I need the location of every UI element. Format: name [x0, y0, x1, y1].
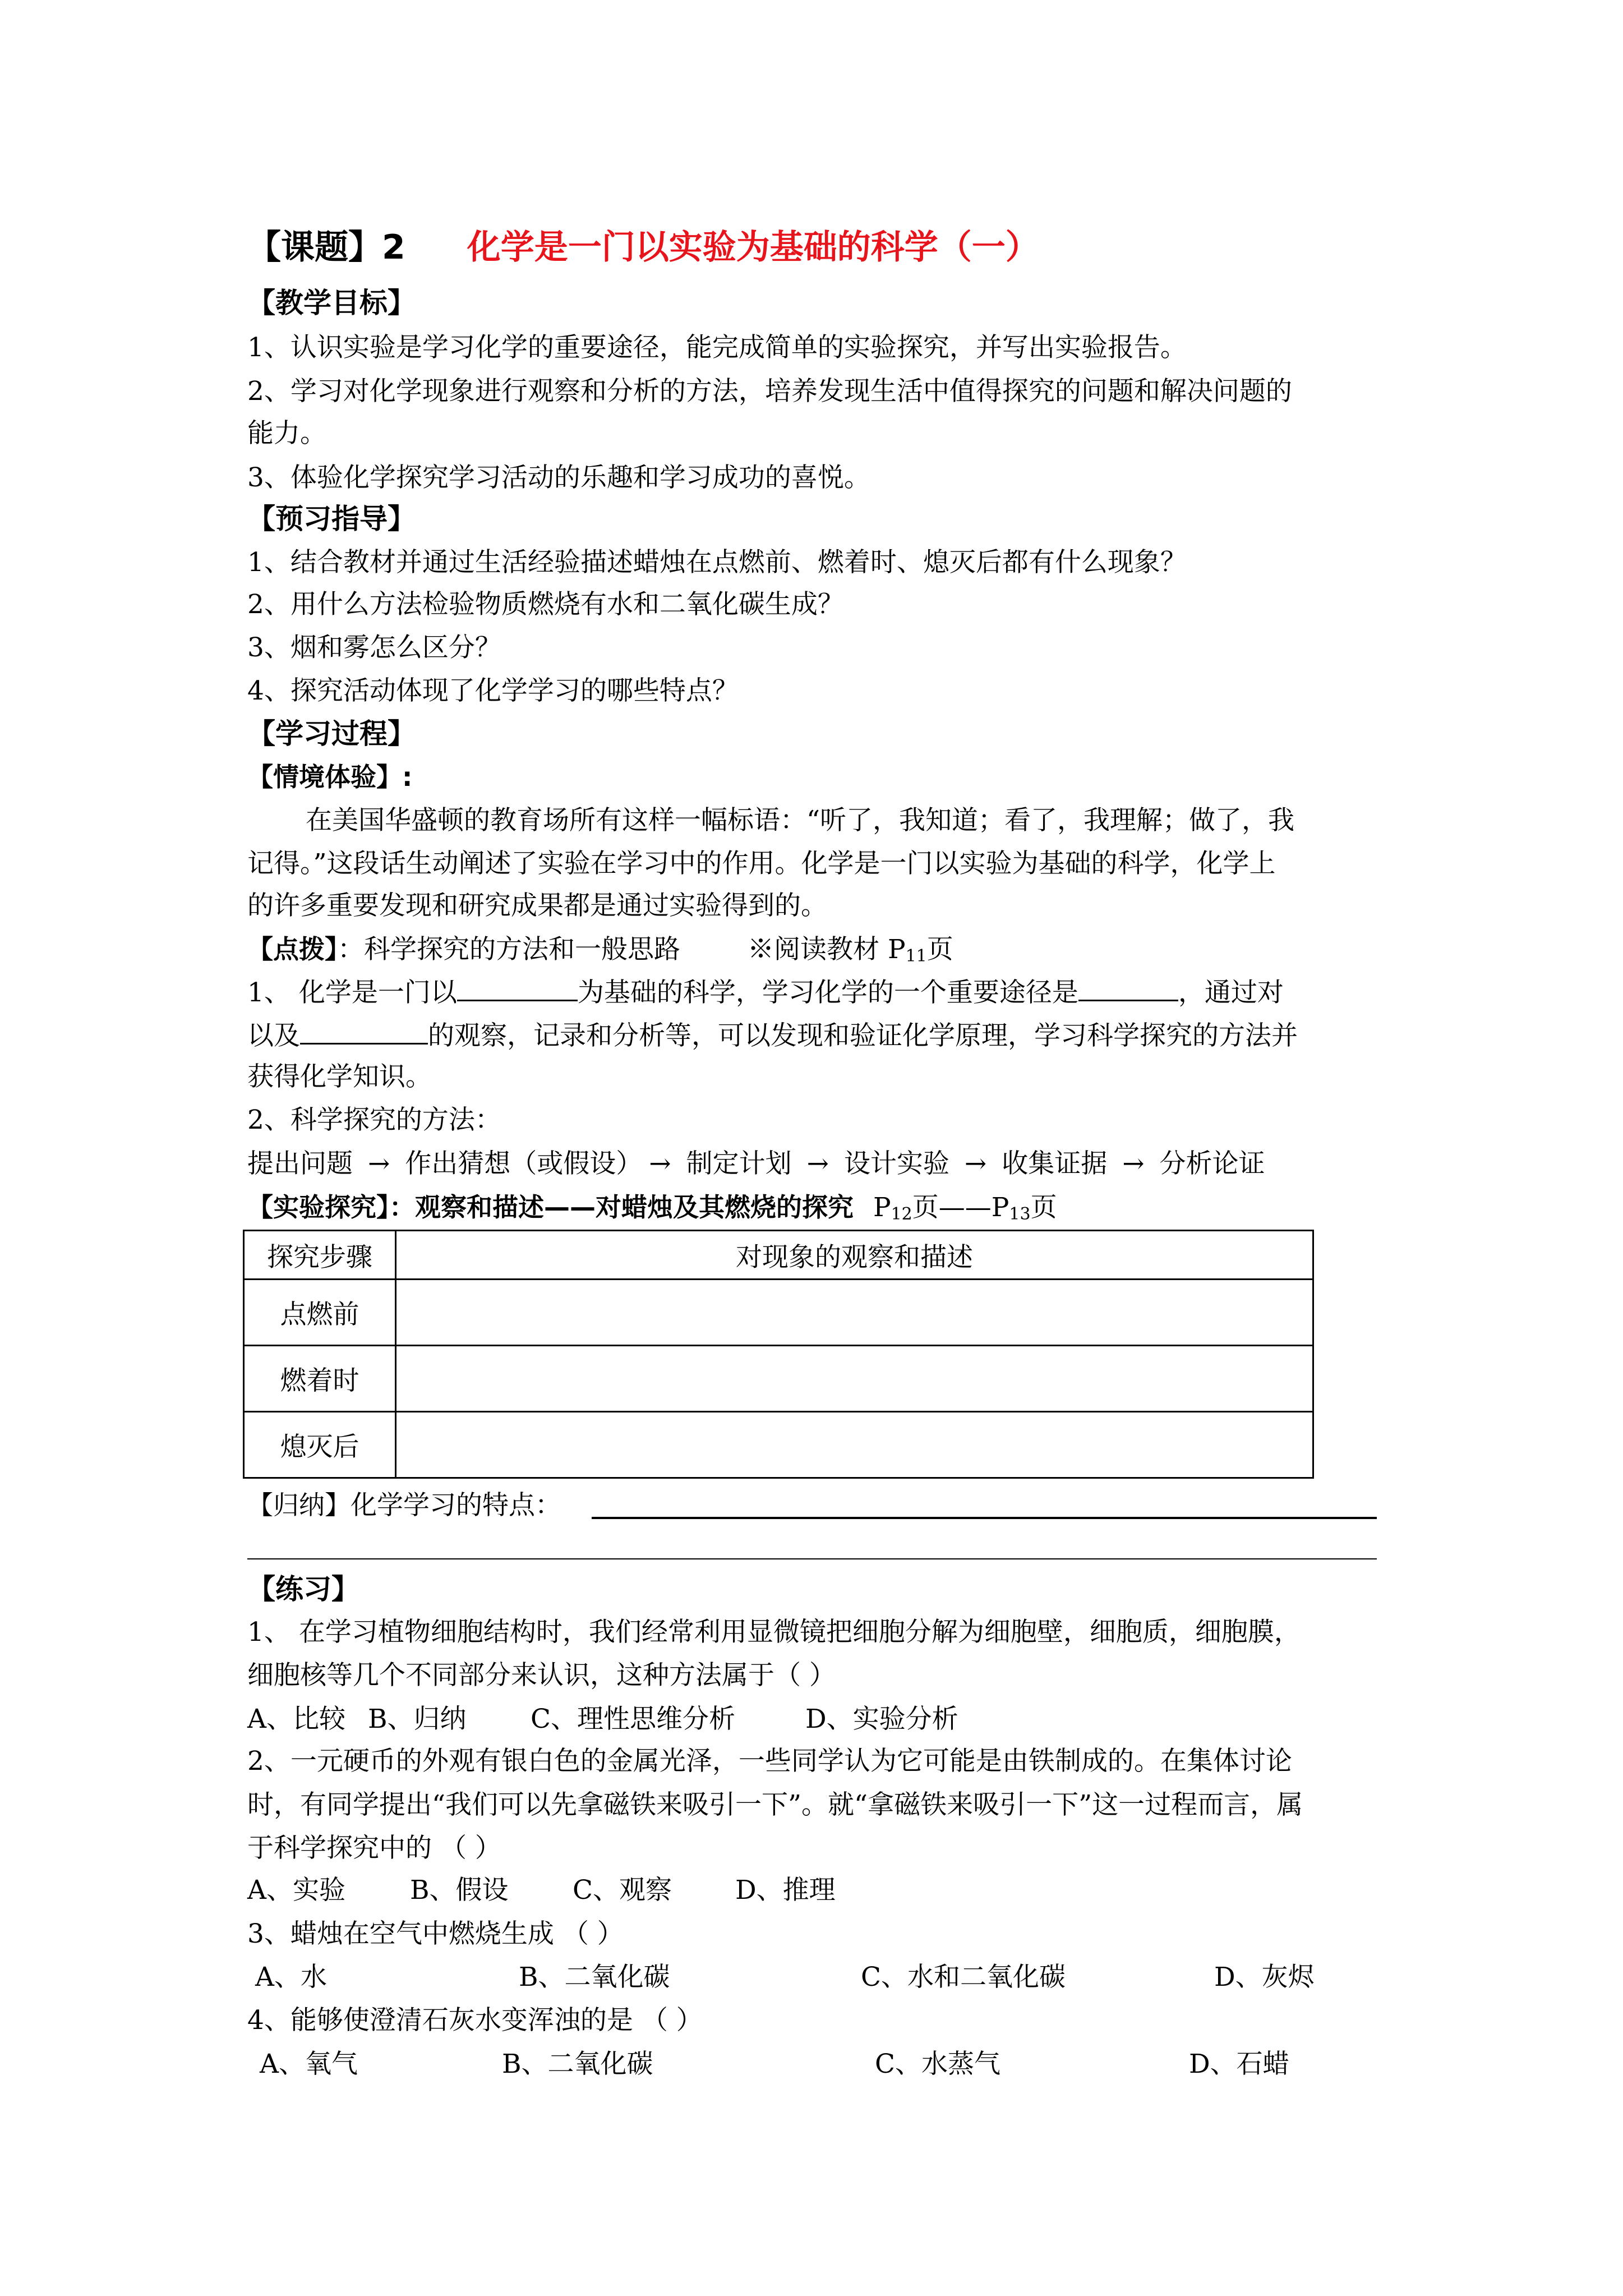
table-row [244, 1280, 1313, 1346]
option[interactable]: A、水 [255, 1962, 327, 1993]
arrow-icon: → [649, 1148, 671, 1179]
fill-line-2 [247, 1018, 1298, 1053]
table-answer-cell[interactable] [396, 1280, 1313, 1346]
table-answer-cell[interactable] [396, 1346, 1313, 1412]
divider [247, 1558, 1377, 1559]
goals-heading: 【教学目标】 [247, 287, 416, 319]
option[interactable]: D、石蜡 [1189, 2049, 1289, 2079]
method-step: 收集证据 [1002, 1148, 1108, 1179]
tip-read-end: 页 [926, 934, 953, 965]
title-text: 化学是一门以实验为基础的科学（一） [467, 228, 1039, 267]
experiment-heading: 【实验探究】：观察和描述——对蜡烛及其燃烧的探究 [247, 1192, 854, 1222]
page-title [247, 220, 1039, 269]
q1-options [247, 1703, 958, 1736]
scene-line: 在美国华盛顿的教育场所有这样一幅标语：“听了，我知道；看了，我理解；做了，我 [306, 805, 1295, 836]
table-row [244, 1346, 1313, 1412]
page-ref-sub: 13 [1009, 1204, 1031, 1224]
option[interactable]: D、推理 [735, 1875, 836, 1906]
method-step: 分析论证 [1159, 1148, 1265, 1179]
fill-text: 为基础的科学，学习化学的一个重要途径是 [577, 977, 1078, 1008]
page-ref: 页——P [912, 1192, 1009, 1223]
fill-text: 以及 [247, 1020, 300, 1051]
table-answer-cell[interactable] [396, 1412, 1313, 1478]
method-step: 提出问题 [247, 1148, 353, 1179]
process-heading: 【学习过程】 [247, 717, 416, 750]
page-ref: P [873, 1192, 891, 1223]
tip-read: ※阅读教材 P [748, 934, 906, 965]
blank-2[interactable] [1078, 975, 1178, 1001]
option[interactable]: B、假设 [410, 1875, 509, 1906]
question-line: 3、蜡烛在空气中燃烧生成 （ ） [247, 1918, 624, 1949]
option[interactable]: C、观察 [573, 1875, 672, 1906]
summary-line [247, 1488, 561, 1522]
practice-heading: 【练习】 [247, 1573, 359, 1605]
arrow-icon: → [1122, 1148, 1145, 1179]
title-prefix: 【课题】2 [247, 228, 405, 267]
summary-answer-line[interactable] [592, 1517, 1377, 1519]
table-row-label: 熄灭后 [244, 1412, 396, 1478]
preview-heading: 【预习指导】 [247, 503, 416, 535]
option[interactable]: C、水和二氧化碳 [861, 1962, 1066, 1993]
tip-text: ：科学探究的方法和一般思路 [338, 934, 680, 965]
table-header-row [244, 1231, 1313, 1280]
preview-item: 1、结合教材并通过生活经验描述蜡烛在点燃前、燃着时、熄灭后都有什么现象？ [247, 547, 1187, 578]
method-step: 设计实验 [843, 1148, 949, 1179]
summary-text: 化学学习的特点： [351, 1490, 561, 1521]
q3-options [255, 1961, 1315, 1994]
summary-heading: 【归纳】 [247, 1490, 351, 1520]
preview-item: 4、探究活动体现了化学学习的哪些特点？ [247, 675, 739, 706]
goal-item: 2、学习对化学现象进行观察和分析的方法，培养发现生活中值得探究的问题和解决问题的 [247, 376, 1292, 407]
method-step: 制定计划 [686, 1148, 792, 1179]
option[interactable]: C、理性思维分析 [531, 1704, 735, 1734]
fill-line-1 [247, 975, 1284, 1010]
question-line: 于科学探究中的 （ ） [247, 1833, 501, 1864]
fill-text: 的观察，记录和分析等，可以发现和验证化学原理，学习科学探究的方法并 [428, 1020, 1298, 1051]
blank-1[interactable] [457, 975, 578, 1001]
table-row-label: 燃着时 [244, 1346, 396, 1412]
question-line: 时，有同学提出“我们可以先拿磁铁来吸引一下”。就“拿磁铁来吸引一下”这一过程而言，属 [247, 1789, 1303, 1820]
page-ref: 页 [1030, 1192, 1057, 1223]
q4-options [260, 2047, 1289, 2081]
method-step: 作出猜想（或假设） [405, 1148, 643, 1179]
table-row-label: 点燃前 [244, 1280, 396, 1346]
tip-read-sub: 11 [905, 946, 927, 966]
option[interactable]: A、比较 [247, 1704, 345, 1734]
method-steps [247, 1147, 1265, 1181]
preview-item: 2、用什么方法检验物质燃烧有水和二氧化碳生成？ [247, 589, 844, 620]
method-label: 2、科学探究的方法： [247, 1105, 501, 1135]
observation-table [243, 1230, 1314, 1479]
question-line: 1、 在学习植物细胞结构时，我们经常利用显微镜把细胞分解为细胞壁，细胞质，细胞膜， [247, 1617, 1301, 1648]
option[interactable]: B、二氧化碳 [502, 2049, 653, 2079]
goal-item: 能力。 [247, 418, 326, 449]
q2-options [247, 1874, 836, 1907]
preview-item: 3、烟和雾怎么区分？ [247, 632, 501, 663]
table-header-cell: 探究步骤 [244, 1231, 396, 1280]
tip-line [247, 932, 953, 973]
option[interactable]: A、实验 [247, 1875, 345, 1906]
option[interactable]: D、灰烬 [1214, 1962, 1315, 1993]
option[interactable]: A、氧气 [260, 2049, 358, 2079]
page-ref-sub: 12 [891, 1204, 912, 1224]
option[interactable]: B、二氧化碳 [519, 1962, 670, 1993]
scene-line: 的许多重要发现和研究成果都是通过实验得到的。 [247, 890, 827, 921]
fill-text: 1、 化学是一门以 [247, 977, 457, 1008]
tip-heading: 【点拨】 [247, 934, 338, 964]
option[interactable]: B、归纳 [368, 1704, 467, 1734]
fill-line-3: 获得化学知识。 [247, 1061, 432, 1092]
scene-heading: 【情境体验】: [247, 762, 413, 792]
arrow-icon: → [367, 1148, 390, 1179]
experiment-heading-line [247, 1190, 1057, 1231]
option[interactable]: D、实验分析 [805, 1704, 958, 1734]
goal-item: 3、体验化学探究学习活动的乐趣和学习成功的喜悦。 [247, 462, 870, 493]
arrow-icon: → [806, 1148, 829, 1179]
question-line: 细胞核等几个不同部分来认识，这种方法属于（ ） [247, 1660, 836, 1691]
fill-text: ，通过对 [1178, 977, 1284, 1008]
option[interactable]: C、水蒸气 [875, 2049, 1000, 2079]
table-header-cell: 对现象的观察和描述 [396, 1231, 1313, 1280]
question-line: 4、能够使澄清石灰水变浑浊的是 （ ） [247, 2005, 703, 2036]
table-row [244, 1412, 1313, 1478]
arrow-icon: → [964, 1148, 987, 1179]
question-line: 2、一元硬币的外观有银白色的金属光泽，一些同学认为它可能是由铁制成的。在集体讨论 [247, 1746, 1292, 1777]
blank-3[interactable] [300, 1018, 428, 1045]
goal-item: 1、认识实验是学习化学的重要途径，能完成简单的实验探究，并写出实验报告。 [247, 332, 1187, 363]
scene-line: 记得。”这段话生动阐述了实验在学习中的作用。化学是一门以实验为基础的科学，化学上 [247, 848, 1276, 879]
